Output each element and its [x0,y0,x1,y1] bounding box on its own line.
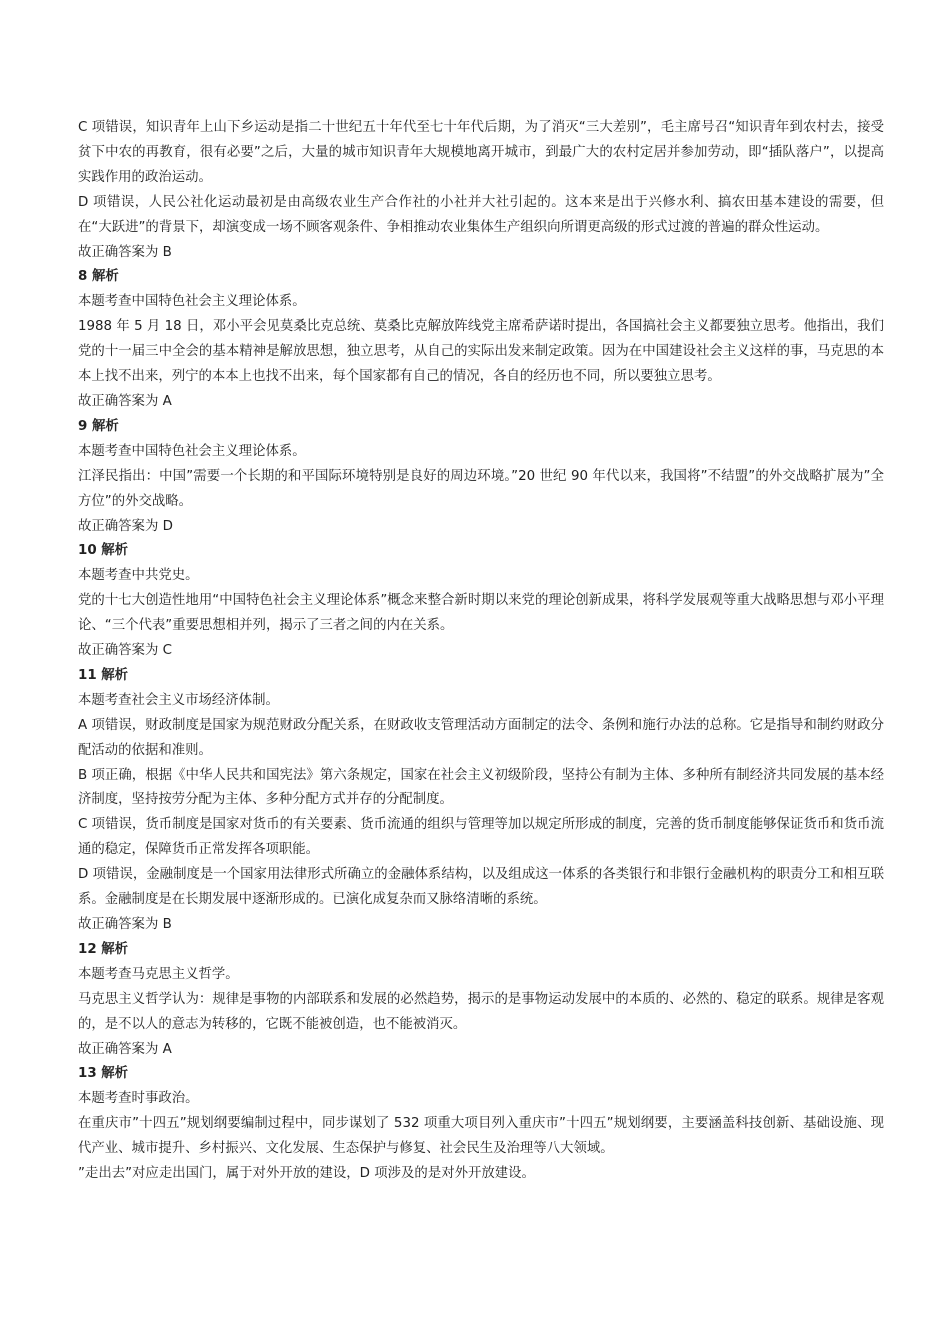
explanation-8: 1988 年 5 月 18 日，邓小平会见莫桑比克总统、莫桑比克解放阵线党主席希萨诺时提出，各国搞社会主义都要独立思考。他指出，我们党的十一届三中全会的基本精神是解放思想，独立思考，从自己的实际出发来制定政策。因为在中国建设社会主义这样的事，马克思的本本上找不出来，列宁的本本上也找不出来，每个国家都有自己的情况，各自的经历也不同，所以要独立思考。 [78,319,884,385]
option-a-explanation-11: A 项错误，财政制度是国家为规范财政分配关系，在财政收支管理活动方面制定的法令、条例和施行办法的总称。它是指导和制约财政分配活动的依据和准则。 [78,717,884,758]
option-b-explanation-11: B 项正确，根据《中华人民共和国宪法》第六条规定，国家在社会主义初级阶段，坚持公有制为主体、多种所有制经济共同发展的基本经济制度，坚持按劳分配为主体、多种分配方式并存的分配制度。 [78,767,884,808]
topic-10: 本题考查中共党史。 [78,568,199,584]
answer-9: 故正确答案为 D [78,518,173,534]
topic-12: 本题考查马克思主义哲学。 [78,966,239,982]
topic-9: 本题考查中国特色社会主义理论体系。 [78,443,306,459]
section-heading-10: 10 解析 [78,543,129,559]
section-heading-11: 11 解析 [78,667,129,683]
answer-8: 故正确答案为 A [78,393,172,409]
section-heading-12: 12 解析 [78,941,129,957]
explanation-12: 马克思主义哲学认为：规律是事物的内部联系和发展的必然趋势，揭示的是事物运动发展中的本质的、必然的、稳定的联系。规律是客观的，是不以人的意志为转移的，它既不能被创造，也不能被消灭。 [78,991,884,1032]
section-heading-8: 8 解析 [78,269,119,285]
document-page [78,116,884,1187]
section-heading-9: 9 解析 [78,418,119,434]
explanation-10: 党的十七大创造性地用“中国特色社会主义理论体系”概念来整合新时期以来党的理论创新成果，将科学发展观等重大战略思想与邓小平理论、“三个代表”重要思想相并列，揭示了三者之间的内在关系。 [78,593,884,634]
answer-7: 故正确答案为 B [78,244,172,260]
option-c-explanation-11: C 项错误，货币制度是国家对货币的有关要素、货币流通的组织与管理等加以规定所形成的制度，完善的货币制度能够保证货币和货币流通的稳定，保障货币正常发挥各项职能。 [78,817,884,858]
option-c-explanation: C 项错误，知识青年上山下乡运动是指二十世纪五十年代至七十年代后期，为了消灭“三大差别”，毛主席号召“知识青年到农村去，接受贫下中农的再教育，很有必要”之后，大量的城市知识青年大规模地离开城市，到最广大的农村定居并参加劳动，即“插队落户”，以提高实践作用的政治运动。 [78,120,884,185]
answer-12: 故正确答案为 A [78,1041,172,1057]
option-d-explanation: D 项错误，人民公社化运动最初是由高级农业生产合作社的小社并大社引起的。这本来是出于兴修水利、搞农田基本建设的需要，但在“大跃进”的背景下，却演变成一场不顾客观条件、争相推动农业集体生产组织向所谓更高级的形式过渡的普遍的群众性运动。 [78,194,884,235]
option-d-explanation-11: D 项错误，金融制度是一个国家用法律形式所确立的金融体系结构，以及组成这一体系的各类银行和非银行金融机构的职责分工和相互联系。金融制度是在长期发展中逐渐形成的。已演化成复杂而又脉络清晰的系统。 [78,867,884,908]
topic-13: 本题考查时事政治。 [78,1091,199,1107]
topic-11: 本题考查社会主义市场经济体制。 [78,692,279,708]
answer-11: 故正确答案为 B [78,917,172,932]
explanation-9: 江泽民指出：中国”需要一个长期的和平国际环境特别是良好的周边环境。”20 世纪 90 年代以来，我国将”不结盟”的外交战略扩展为”全方位”的外交战略。 [78,468,884,509]
option-d-explanation-13: ”走出去”对应走出国门，属于对外开放的建设，D 项涉及的是对外开放建设。 [78,1166,535,1182]
topic-8: 本题考查中国特色社会主义理论体系。 [78,294,306,310]
explanation-13: 在重庆市”十四五”规划纲要编制过程中，同步谋划了 532 项重大项目列入重庆市”十四五”规划纲要，主要涵盖科技创新、基础设施、现代产业、城市提升、乡村振兴、文化发展、生态保护与修复、社会民生及治理等八大领域。 [78,1116,884,1157]
section-heading-13: 13 解析 [78,1066,129,1082]
answer-10: 故正确答案为 C [78,643,172,659]
